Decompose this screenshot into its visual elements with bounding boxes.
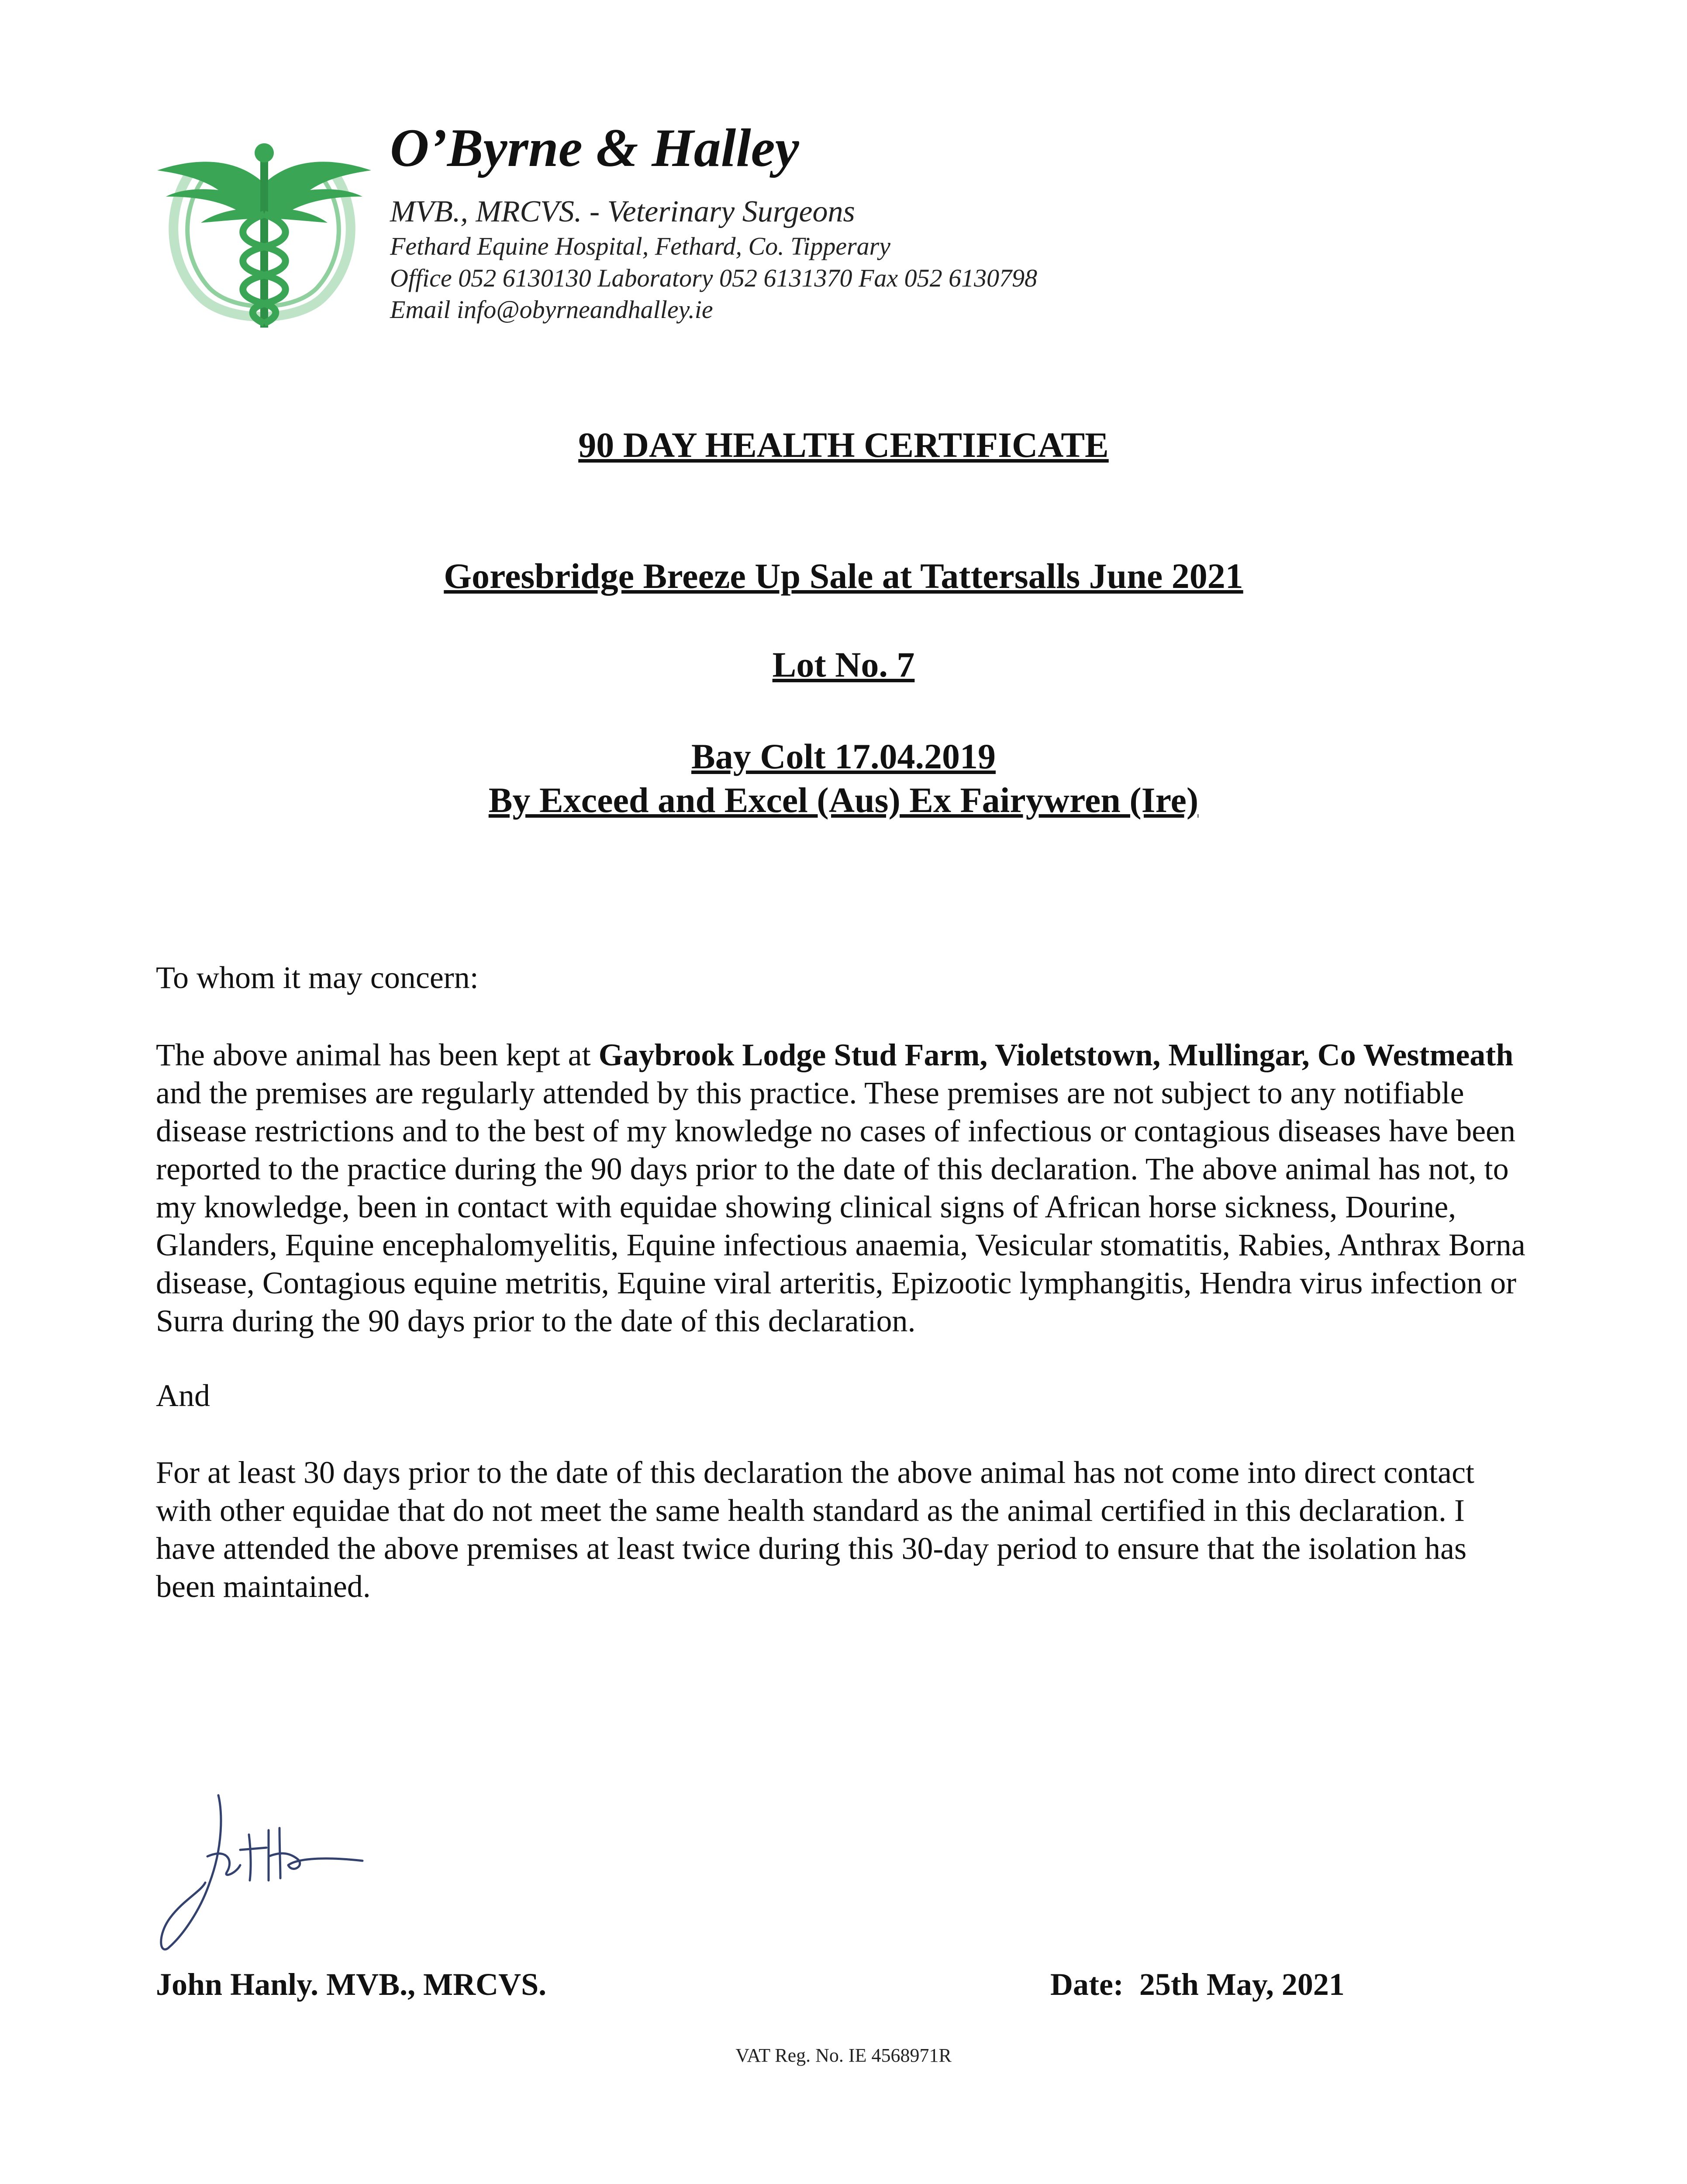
firm-email: Email info@obyrneandhalley.ie — [390, 295, 713, 324]
firm-phone-numbers: Office 052 6130130 Laboratory 052 6131370 Fax 052 6130798 — [390, 264, 1038, 292]
greeting: To whom it may concern: — [156, 960, 479, 995]
para1-rest: and the premises are regularly attended by this practice. These premises are not subject to any notifiable disease restrictions and to the best of my knowledge no cases of infectious or contagious diseases have been reported to the practice during the 90 days prior to the date of this declaration. The above animal has not, to my knowledge, been in contact with equidae showing clinical signs of African horse sickness, Dourine, Glanders, Equine encephalomyelitis, Equine infectious anaemia, Vesicular stomatitis, Rabies, Anthrax Borna disease, Contagious equine metritis, Equine viral arteritis, Epizootic lymphangitis, Hendra virus infection or Surra during the 90 days prior to the date of this declaration. — [156, 1075, 1525, 1338]
firm-address: Fethard Equine Hospital, Fethard, Co. Tipperary — [390, 232, 890, 260]
and-connector: And — [156, 1378, 210, 1413]
declaration-paragraph-2: For at least 30 days prior to the date of this declaration the above animal has not come into direct contact with other equidae that do not meet the same health standard as the animal certified in this declaration. I have attended the above premises at least twice during this 30-day period to ensure that the isolation has been maintained. — [156, 1455, 1475, 1604]
signer-name: John Hanly. MVB., MRCVS. — [156, 1967, 547, 2002]
date-value: 25th May, 2021 — [1139, 1967, 1345, 2002]
date-label: Date: — [1050, 1967, 1124, 2002]
certificate-title: 90 DAY HEALTH CERTIFICATE — [578, 425, 1109, 465]
firm-qualifications: MVB., MRCVS. - Veterinary Surgeons — [390, 195, 855, 228]
lot-number: Lot No. 7 — [772, 645, 915, 684]
horse-description: Bay Colt 17.04.2019 — [691, 736, 996, 776]
sale-name: Goresbridge Breeze Up Sale at Tattersalls June 2021 — [444, 556, 1243, 596]
horse-breeding: By Exceed and Excel (Aus) Ex Fairywren (Ire) — [488, 780, 1199, 820]
signature-date — [1050, 1966, 1345, 2003]
para1-intro: The above animal has been kept at — [156, 1037, 599, 1072]
declaration-paragraph-1 — [156, 1036, 1532, 1340]
vat-registration: VAT Reg. No. IE 4568971R — [735, 2045, 952, 2066]
handwritten-signature — [157, 1787, 384, 1970]
firm-name: O’Byrne & Halley — [390, 118, 799, 178]
premises-location: Gaybrook Lodge Stud Farm, Violetstown, Mullingar, Co Westmeath — [598, 1037, 1514, 1072]
caduceus-horseshoe-logo — [148, 131, 380, 336]
